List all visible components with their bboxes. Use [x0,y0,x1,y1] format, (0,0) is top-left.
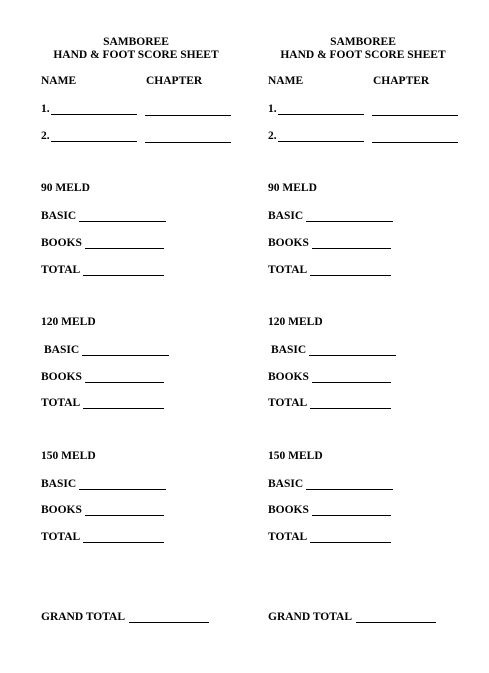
basic-label: BASIC [268,210,304,222]
player-2-label: 2. [268,130,277,142]
meld-90-books-field[interactable] [312,236,391,249]
sheet-title-line2: HAND & FOOT SCORE SHEET [53,49,219,61]
player-2-name-field[interactable] [51,129,137,142]
meld-120-total-field[interactable] [83,396,164,409]
total-label: TOTAL [268,531,308,543]
meld-150-basic-row [268,477,393,490]
meld-90-basic-field[interactable] [306,209,393,222]
player-1-label: 1. [41,103,50,115]
meld-90-total-row [41,263,164,276]
basic-label: BASIC [41,478,77,490]
books-label: BOOKS [268,237,309,249]
score-sheet-right [268,0,489,673]
meld-90-basic-row [41,209,166,222]
chapter-header: CHAPTER [146,75,203,87]
basic-label: BASIC [41,210,77,222]
meld-150-title: 150 MELD [268,450,323,462]
name-header: NAME [268,75,304,87]
total-label: TOTAL [268,264,308,276]
total-label: TOTAL [41,264,81,276]
meld-90-basic-field[interactable] [79,209,166,222]
meld-120-basic-field[interactable] [309,343,396,356]
meld-90-total-row [268,263,391,276]
total-label: TOTAL [41,397,81,409]
player-1-name-field[interactable] [51,102,137,115]
chapter-header: CHAPTER [373,75,430,87]
player-2-chapter-field[interactable] [145,130,231,143]
meld-150-total-field[interactable] [83,530,164,543]
books-label: BOOKS [268,504,309,516]
meld-90-books-field[interactable] [85,236,164,249]
player-1-label: 1. [268,103,277,115]
books-label: BOOKS [41,371,82,383]
player-2-name-field[interactable] [278,129,364,142]
grand-total-field[interactable] [356,610,436,623]
meld-90-books-row [41,236,164,249]
meld-120-title: 120 MELD [41,316,96,328]
meld-90-title: 90 MELD [41,182,90,194]
basic-label: BASIC [268,478,304,490]
sheet-title-line1: SAMBOREE [103,36,169,48]
grand-total-row [41,610,209,623]
meld-150-basic-field[interactable] [79,477,166,490]
meld-90-books-row [268,236,391,249]
meld-150-books-row [268,503,391,516]
grand-total-field[interactable] [129,610,209,623]
books-label: BOOKS [268,371,309,383]
total-label: TOTAL [268,397,308,409]
meld-120-books-field[interactable] [312,370,391,383]
player-1-name-field[interactable] [278,102,364,115]
meld-120-basic-field[interactable] [82,343,169,356]
player-1-chapter-field[interactable] [372,103,458,116]
player-2-row [41,129,137,142]
grand-total-row [268,610,436,623]
player-1-chapter-field[interactable] [145,103,231,116]
player-2-label: 2. [41,130,50,142]
meld-150-total-field[interactable] [310,530,391,543]
score-sheet-left [41,0,271,673]
meld-150-books-row [41,503,164,516]
meld-120-title: 120 MELD [268,316,323,328]
meld-150-books-field[interactable] [85,503,164,516]
total-label: TOTAL [41,531,81,543]
meld-120-total-row [41,396,164,409]
books-label: BOOKS [41,504,82,516]
basic-label: BASIC [271,344,307,356]
meld-120-books-field[interactable] [85,370,164,383]
meld-150-total-row [268,530,391,543]
player-2-chapter-field[interactable] [372,130,458,143]
player-2-row [268,129,364,142]
meld-90-total-field[interactable] [310,263,391,276]
name-header: NAME [41,75,77,87]
meld-150-books-field[interactable] [312,503,391,516]
player-1-row [268,102,364,115]
meld-150-basic-field[interactable] [306,477,393,490]
grand-total-label: GRAND TOTAL [41,611,126,623]
meld-150-basic-row [41,477,166,490]
books-label: BOOKS [41,237,82,249]
meld-90-total-field[interactable] [83,263,164,276]
meld-120-basic-row [271,343,396,356]
meld-120-total-field[interactable] [310,396,391,409]
player-1-row [41,102,137,115]
meld-150-title: 150 MELD [41,450,96,462]
meld-90-title: 90 MELD [268,182,317,194]
meld-120-books-row [41,370,164,383]
meld-150-total-row [41,530,164,543]
meld-120-basic-row [44,343,169,356]
grand-total-label: GRAND TOTAL [268,611,353,623]
meld-120-books-row [268,370,391,383]
sheet-title-line2: HAND & FOOT SCORE SHEET [280,49,446,61]
meld-120-total-row [268,396,391,409]
sheet-title-line1: SAMBOREE [330,36,396,48]
meld-90-basic-row [268,209,393,222]
basic-label: BASIC [44,344,80,356]
